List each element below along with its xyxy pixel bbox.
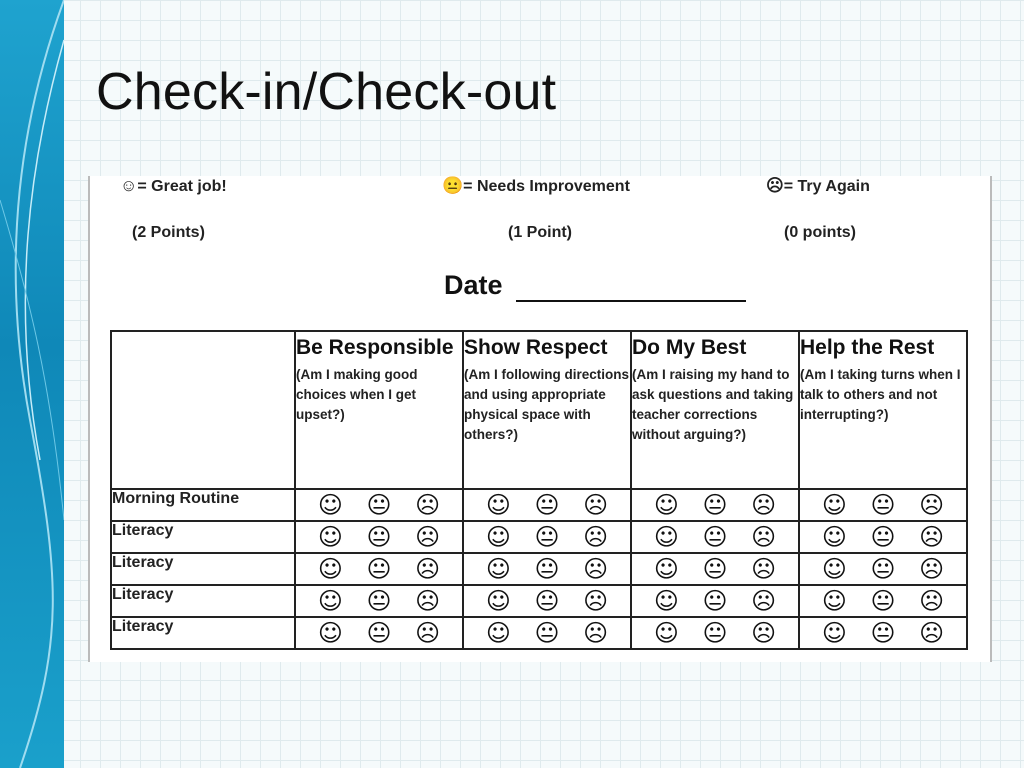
table-row (111, 585, 967, 617)
sad-face-icon[interactable]: ☹ (751, 587, 777, 615)
legend-label: = Great job! (137, 178, 227, 195)
column-subtitle: (Am I taking turns when I talk to others and not interrupting?) (800, 367, 961, 422)
row-label: Literacy (111, 553, 295, 585)
neutral-face-icon[interactable]: 😐 (366, 523, 392, 551)
sad-face-icon[interactable]: ☹ (415, 619, 441, 647)
smiley-face-icon[interactable]: ☺ (317, 523, 343, 551)
rating-cell (463, 585, 631, 617)
table-row (111, 553, 967, 585)
smiley-face-icon[interactable]: ☺ (821, 587, 847, 615)
checkin-sheet (88, 176, 992, 662)
sad-face-icon[interactable]: ☹ (919, 523, 945, 551)
legend-label: = Try Again (783, 178, 870, 195)
rating-cell (295, 489, 463, 521)
sad-face-icon[interactable]: ☹ (415, 523, 441, 551)
rating-cell (631, 489, 799, 521)
column-title: Show Respect (464, 336, 608, 359)
neutral-face-icon[interactable]: 😐 (870, 587, 896, 615)
smiley-face-icon[interactable]: ☺ (317, 587, 343, 615)
neutral-face-icon[interactable]: 😐 (534, 587, 560, 615)
sad-face-icon[interactable]: ☹ (415, 587, 441, 615)
rating-cell (295, 617, 463, 649)
column-title: Be Responsible (296, 336, 454, 359)
smiley-face-icon[interactable]: ☺ (485, 491, 511, 519)
smiley-face-icon[interactable]: ☺ (821, 619, 847, 647)
date-label: Date (444, 270, 503, 300)
neutral-face-icon[interactable]: 😐 (534, 619, 560, 647)
legend-points-try: (0 points) (784, 224, 856, 241)
sad-face-icon[interactable]: ☹ (415, 555, 441, 583)
column-subtitle: (Am I raising my hand to ask questions and taking teacher corrections without arguing?) (632, 367, 794, 442)
rating-cell (631, 521, 799, 553)
sad-face-icon[interactable]: ☹ (415, 491, 441, 519)
smiley-face-icon[interactable]: ☺ (653, 587, 679, 615)
rating-cell (463, 489, 631, 521)
table-row (111, 617, 967, 649)
sad-face-icon[interactable]: ☹ (583, 619, 609, 647)
sad-face-icon[interactable]: ☹ (919, 491, 945, 519)
rating-cell (463, 553, 631, 585)
smiley-face-icon[interactable]: ☺ (653, 523, 679, 551)
legend-needs-improvement (442, 176, 630, 196)
neutral-face-icon[interactable]: 😐 (870, 523, 896, 551)
column-subtitle: (Am I making good choices when I get upset?) (296, 367, 418, 422)
column-title: Help the Rest (800, 336, 935, 359)
sad-face-icon[interactable]: ☹ (751, 523, 777, 551)
rating-cell (463, 617, 631, 649)
smiley-face-icon[interactable]: ☺ (317, 619, 343, 647)
rating-cell (799, 585, 967, 617)
rating-cell (295, 553, 463, 585)
rating-cell (799, 553, 967, 585)
rating-cell (799, 617, 967, 649)
sad-face-icon[interactable]: ☹ (583, 491, 609, 519)
behavior-table (110, 330, 968, 650)
smiley-face-icon[interactable]: ☺ (317, 555, 343, 583)
smiley-face-icon[interactable]: ☺ (485, 619, 511, 647)
header-row (111, 331, 967, 489)
row-label: Morning Routine (111, 489, 295, 521)
legend-points-needs: (1 Point) (508, 224, 572, 241)
rating-cell (295, 521, 463, 553)
neutral-face-icon[interactable]: 😐 (366, 555, 392, 583)
rating-cell (295, 585, 463, 617)
smiley-face-icon[interactable]: ☺ (653, 619, 679, 647)
neutral-face-icon[interactable]: 😐 (702, 555, 728, 583)
legend-points-great: (2 Points) (132, 224, 205, 241)
neutral-face-icon[interactable]: 😐 (534, 491, 560, 519)
smiley-face-icon: ☺ (120, 176, 138, 195)
neutral-face-icon: 😐 (442, 176, 464, 195)
slide-title: Check-in/Check-out (96, 63, 557, 121)
rating-cell (631, 617, 799, 649)
neutral-face-icon[interactable]: 😐 (702, 587, 728, 615)
table-row (111, 489, 967, 521)
neutral-face-icon[interactable]: 😐 (702, 491, 728, 519)
column-header-respect (463, 331, 631, 489)
column-header-best (631, 331, 799, 489)
neutral-face-icon[interactable]: 😐 (870, 491, 896, 519)
neutral-face-icon[interactable]: 😐 (870, 555, 896, 583)
decorative-side-band (0, 0, 64, 768)
empty-corner-cell (111, 331, 295, 489)
sad-face-icon[interactable]: ☹ (751, 619, 777, 647)
row-label: Literacy (111, 521, 295, 553)
neutral-face-icon[interactable]: 😐 (702, 619, 728, 647)
sad-face-icon[interactable]: ☹ (583, 555, 609, 583)
sad-face-icon[interactable]: ☹ (583, 587, 609, 615)
smiley-face-icon[interactable]: ☺ (653, 491, 679, 519)
sad-face-icon[interactable]: ☹ (919, 555, 945, 583)
neutral-face-icon[interactable]: 😐 (702, 523, 728, 551)
row-label: Literacy (111, 617, 295, 649)
sad-face-icon[interactable]: ☹ (751, 555, 777, 583)
legend-great-job (120, 176, 227, 196)
neutral-face-icon[interactable]: 😐 (366, 587, 392, 615)
column-subtitle: (Am I following directions and using appropriate physical space with others?) (464, 367, 629, 442)
smiley-face-icon[interactable]: ☺ (485, 587, 511, 615)
rating-cell (799, 489, 967, 521)
date-field-line[interactable] (516, 300, 746, 302)
rating-cell (799, 521, 967, 553)
sad-face-icon[interactable]: ☹ (919, 587, 945, 615)
sad-face-icon[interactable]: ☹ (919, 619, 945, 647)
legend-label: = Needs Improvement (463, 178, 630, 195)
smiley-face-icon[interactable]: ☺ (653, 555, 679, 583)
smiley-face-icon[interactable]: ☺ (485, 555, 511, 583)
neutral-face-icon[interactable]: 😐 (534, 523, 560, 551)
smiley-face-icon[interactable]: ☺ (821, 523, 847, 551)
neutral-face-icon[interactable]: 😐 (366, 619, 392, 647)
neutral-face-icon[interactable]: 😐 (366, 491, 392, 519)
rating-cell (631, 553, 799, 585)
row-label: Literacy (111, 585, 295, 617)
neutral-face-icon[interactable]: 😐 (870, 619, 896, 647)
decorative-swoosh-icon (0, 0, 64, 768)
rating-cell (463, 521, 631, 553)
sad-face-icon[interactable]: ☹ (751, 491, 777, 519)
smiley-face-icon[interactable]: ☺ (485, 523, 511, 551)
smiley-face-icon[interactable]: ☺ (821, 555, 847, 583)
smiley-face-icon[interactable]: ☺ (821, 491, 847, 519)
sad-face-icon: ☹ (766, 176, 784, 195)
neutral-face-icon[interactable]: 😐 (534, 555, 560, 583)
column-header-responsible (295, 331, 463, 489)
column-header-help (799, 331, 967, 489)
table-row (111, 521, 967, 553)
smiley-face-icon[interactable]: ☺ (317, 491, 343, 519)
rating-cell (631, 585, 799, 617)
sad-face-icon[interactable]: ☹ (583, 523, 609, 551)
legend-try-again (766, 176, 870, 196)
column-title: Do My Best (632, 336, 747, 359)
